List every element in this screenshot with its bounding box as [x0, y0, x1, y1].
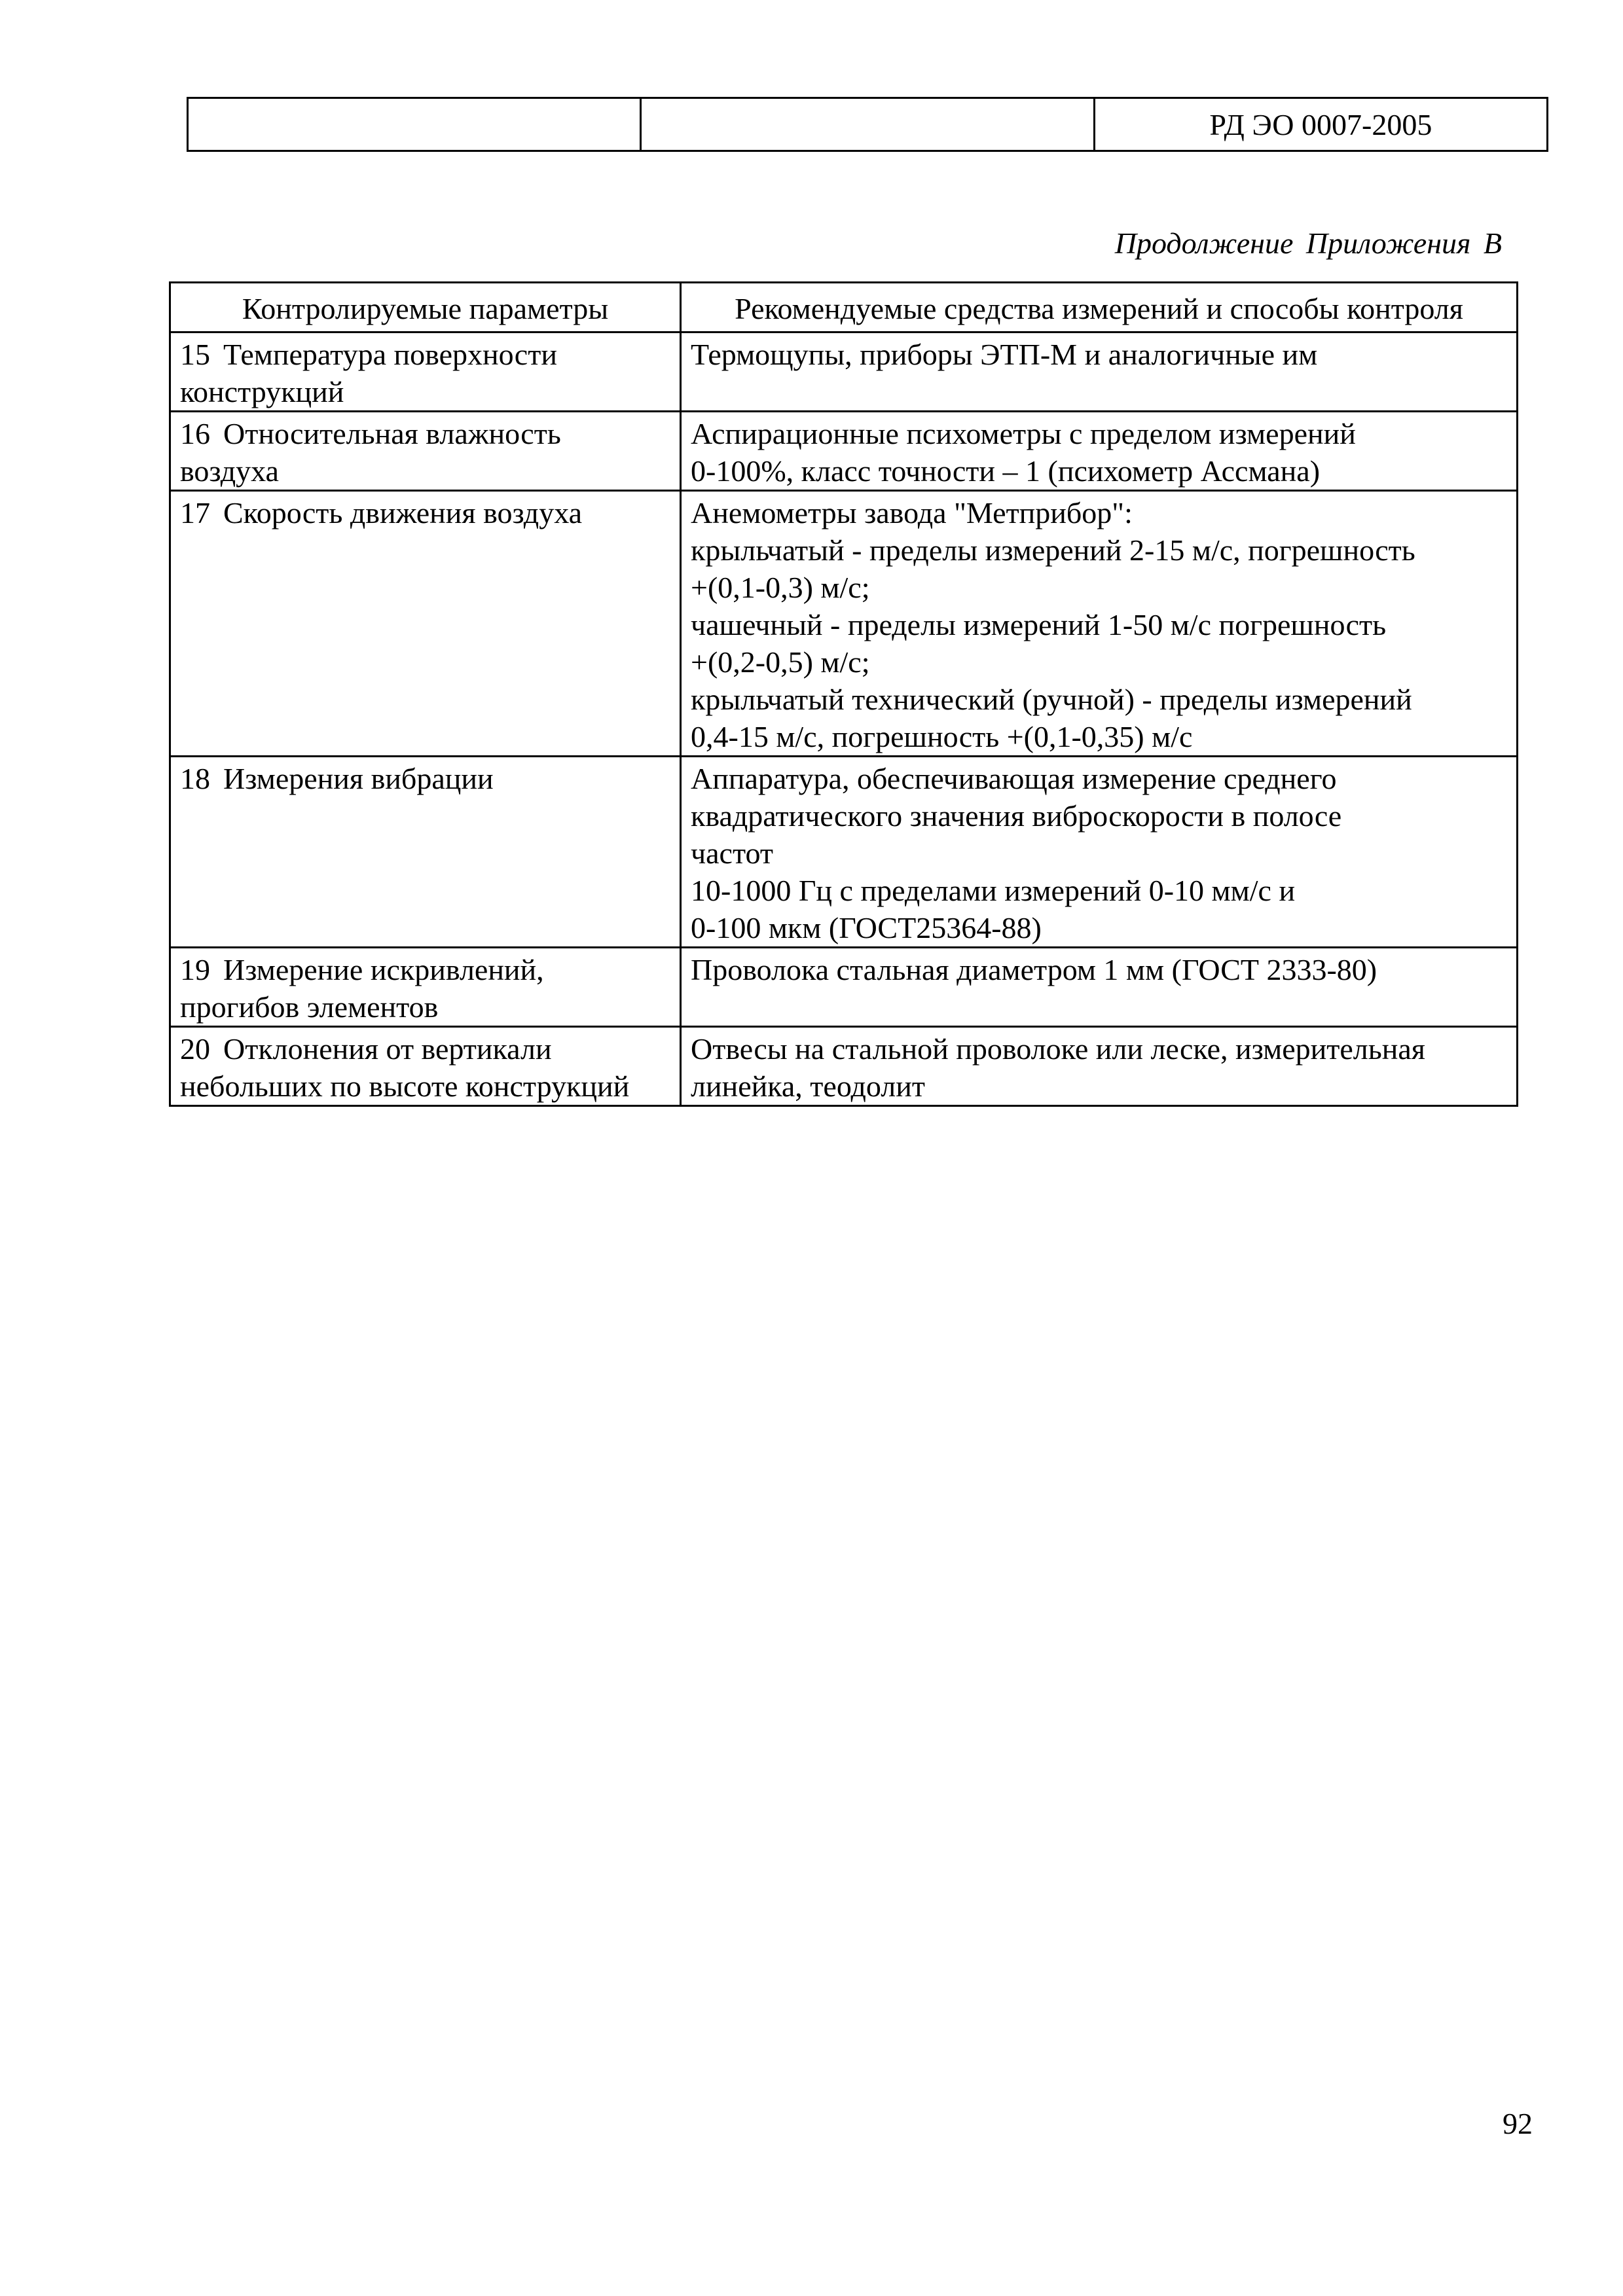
table-body [170, 332, 1518, 1106]
parameter-text: Скорость движения воздуха [223, 496, 583, 529]
means-cell [681, 412, 1518, 491]
parameter-line [180, 336, 670, 373]
means-line: Анемометры завода "Метприбор": [691, 496, 1133, 529]
means-line: 10-1000 Гц с пределами измерений 0-10 мм/с и [691, 874, 1296, 907]
means-line: крыльчатый - пределы измерений 2-15 м/с, погрешность [691, 533, 1415, 567]
parameter-line [180, 1030, 670, 1067]
parameter-cell [170, 757, 681, 948]
means-line: Отвесы на стальной проволоке или леске, измерительная [691, 1032, 1425, 1066]
parameter-text: Измерения вибрации [223, 762, 494, 795]
parameter-text: Измерение искривлений, [223, 953, 544, 986]
means-line: +(0,1-0,3) м/с; [691, 571, 870, 604]
means-cell [681, 948, 1518, 1027]
parameter-cell [170, 1027, 681, 1106]
parameter-text: Температура поверхности [223, 338, 557, 371]
parameter-line [180, 373, 670, 410]
parameter-line [180, 415, 670, 452]
means-line: Аппаратура, обеспечивающая измерение среднего [691, 762, 1337, 795]
parameters-table [169, 281, 1518, 1107]
parameter-text: небольших по высоте конструкций [180, 1069, 630, 1103]
document-header-table [187, 97, 1548, 152]
means-line: частот [691, 836, 773, 870]
row-number: 16 [180, 417, 210, 450]
page-number: 92 [1503, 2107, 1533, 2140]
parameter-cell [170, 491, 681, 757]
row-number: 20 [180, 1032, 210, 1066]
means-line: крыльчатый технический (ручной) - пределы измерений [691, 683, 1412, 716]
means-cell [681, 491, 1518, 757]
continuation-caption: Продолжение Приложения В [1114, 226, 1502, 260]
column-header-means: Рекомендуемые средства измерений и способы контроля [681, 283, 1518, 332]
means-line: Аспирационные психометры с пределом измерений [691, 417, 1356, 450]
means-line: 0,4-15 м/с, погрешность +(0,1-0,35) м/с [691, 720, 1193, 753]
parameter-line [180, 988, 670, 1026]
means-line: 0-100%, класс точности – 1 (психометр Ассмана) [691, 454, 1321, 488]
parameter-line [180, 452, 670, 490]
means-cell [681, 332, 1518, 412]
means-cell [681, 1027, 1518, 1106]
parameter-text: Отклонения от вертикали [223, 1032, 552, 1066]
means-line: Проволока стальная диаметром 1 мм (ГОСТ 2333-80) [691, 953, 1377, 986]
table-header-row [170, 283, 1518, 332]
parameter-line [180, 951, 670, 988]
means-line: квадратического значения виброскорости в полосе [691, 799, 1342, 833]
parameter-cell [170, 332, 681, 412]
means-line: +(0,2-0,5) м/с; [691, 645, 870, 679]
parameter-cell [170, 948, 681, 1027]
header-row [188, 98, 1548, 151]
table-row [170, 948, 1518, 1027]
row-number: 17 [180, 496, 210, 529]
parameter-line [180, 494, 670, 531]
row-number: 18 [180, 762, 210, 795]
table-row [170, 332, 1518, 412]
means-line: линейка, теодолит [691, 1069, 925, 1103]
parameter-text: прогибов элементов [180, 990, 439, 1024]
parameter-text: конструкций [180, 375, 344, 408]
table-row [170, 491, 1518, 757]
table-row [170, 412, 1518, 491]
means-line: 0-100 мкм (ГОСТ25364-88) [691, 911, 1042, 944]
header-cell-2 [641, 98, 1094, 151]
table-row [170, 757, 1518, 948]
parameter-text: воздуха [180, 454, 279, 488]
means-cell [681, 757, 1518, 948]
header-cell-1 [188, 98, 641, 151]
row-number: 19 [180, 953, 210, 986]
table-row [170, 1027, 1518, 1106]
parameter-line [180, 1067, 670, 1105]
means-line: Термощупы, приборы ЭТП-М и аналогичные им [691, 338, 1318, 371]
column-header-parameters: Контролируемые параметры [170, 283, 681, 332]
document-code: РД ЭО 0007-2005 [1094, 98, 1547, 151]
parameter-cell [170, 412, 681, 491]
row-number: 15 [180, 338, 210, 371]
parameter-line [180, 760, 670, 797]
parameter-text: Относительная влажность [223, 417, 561, 450]
means-line: чашечный - пределы измерений 1-50 м/с погрешность [691, 608, 1387, 641]
